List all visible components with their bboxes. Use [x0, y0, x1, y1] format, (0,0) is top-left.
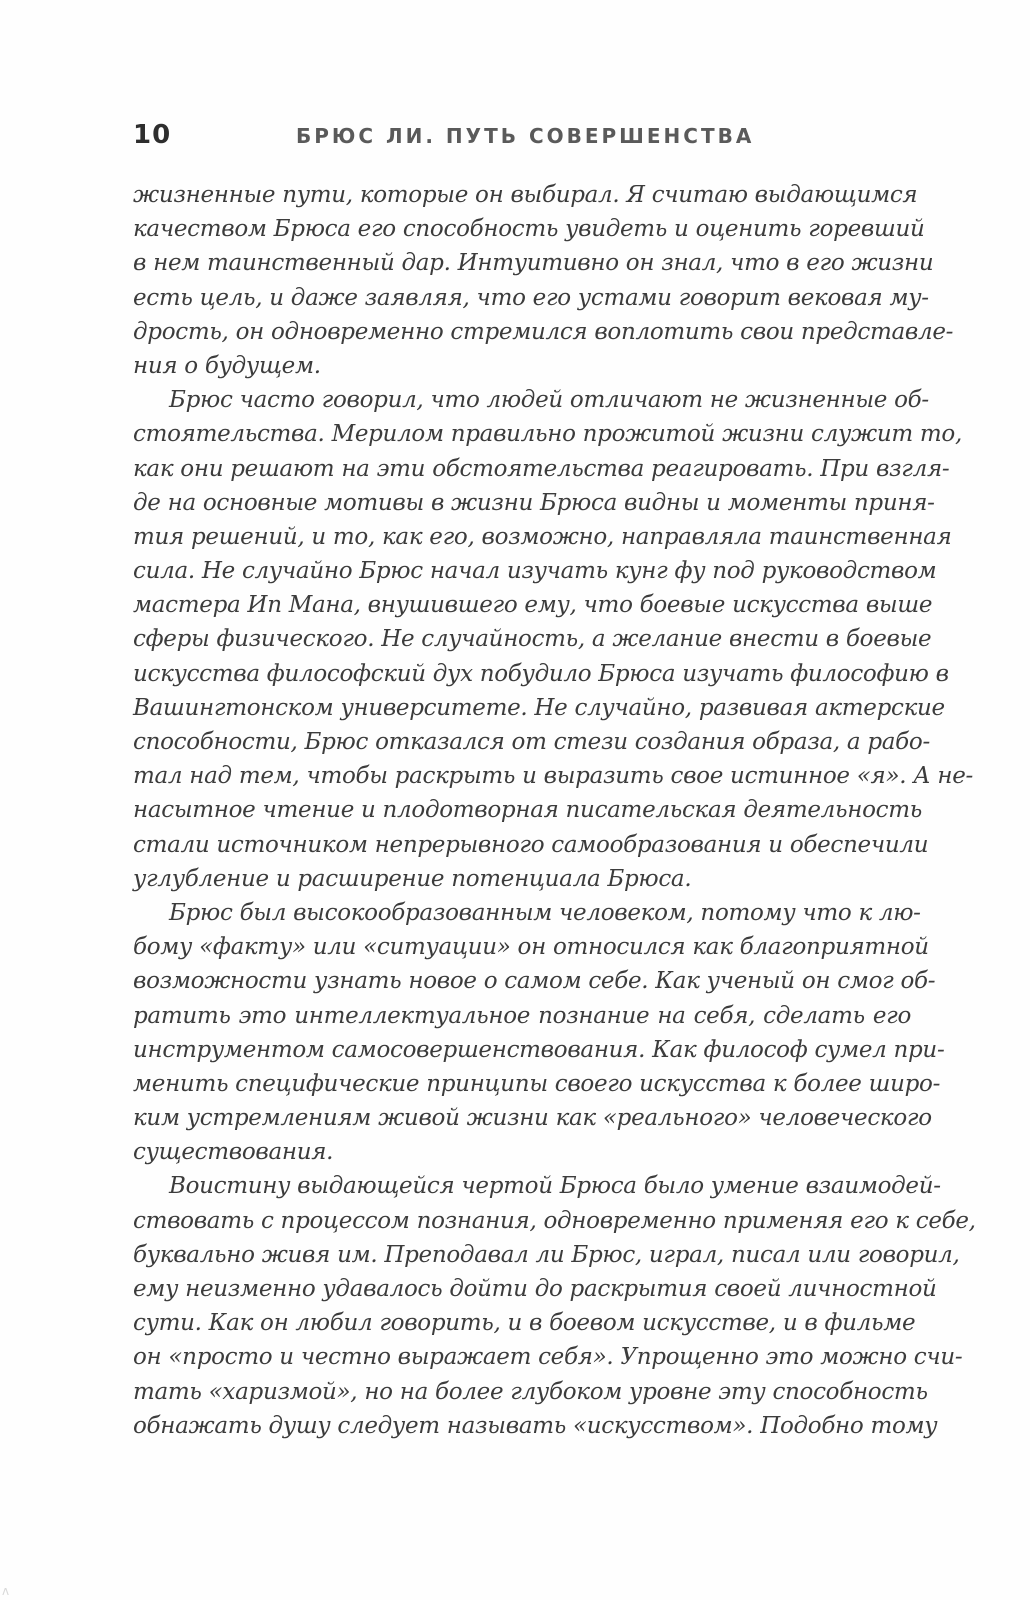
- text-line: в нем таинственный дар. Интуитивно он знал, что в его жизни: [133, 250, 934, 277]
- text-line: тать «харизмой», но на более глубоком уровне эту способность: [133, 1378, 928, 1405]
- text-line: ствовать с процессом познания, одновременно применяя его к себе,: [133, 1207, 976, 1234]
- paragraph-first-line: Брюс был высокообразованным человеком, потому что к лю-: [169, 899, 921, 926]
- text-line: искусства философский дух побудило Брюса изучать философию в: [133, 660, 949, 687]
- text-line: есть цель, и даже заявляя, что его устами говорит вековая му-: [133, 284, 929, 311]
- text-line: жизненные пути, которые он выбирал. Я считаю выдающимся: [133, 182, 918, 208]
- text-line: сути. Как он любил говорить, и в боевом искусстве, и в фильме: [133, 1310, 916, 1337]
- text-line: насытное чтение и плодотворная писательская деятельность: [133, 797, 922, 824]
- text-line: он «просто и честно выражает себя». Упрощенно это можно счи-: [133, 1344, 963, 1371]
- text-line: ния о будущем.: [133, 352, 321, 379]
- text-line: углубление и расширение потенциала Брюса.: [133, 865, 692, 892]
- text-line: мастера Ип Мана, внушившего ему, что боевые искусства выше: [133, 592, 933, 619]
- page-header: [133, 120, 913, 156]
- text-line: сферы физического. Не случайность, а желание внести в боевые: [133, 626, 932, 653]
- text-line: существования.: [133, 1139, 334, 1166]
- text-line: сила. Не случайно Брюс начал изучать кунг фу под руководством: [133, 558, 937, 585]
- paragraph-first-line: Воистину выдающейся чертой Брюса было умение взаимодей-: [169, 1173, 941, 1200]
- text-line: качеством Брюса его способность увидеть и оценить горевший: [133, 216, 925, 243]
- text-line: дрость, он одновременно стремился воплотить свои представле-: [133, 318, 954, 345]
- text-line: ему неизменно удавалось дойти до раскрытия своей личностной: [133, 1276, 937, 1302]
- page-number: 10: [133, 120, 172, 150]
- text-line: как они решают на эти обстоятельства реагировать. При взгля-: [133, 455, 950, 482]
- text-line: буквально живя им. Преподавал ли Брюс, играл, писал или говорил,: [133, 1241, 960, 1268]
- text-line: тал над тем, чтобы раскрыть и выразить свое истинное «я». А не-: [133, 763, 973, 790]
- text-line: стоятельства. Мерилом правильно прожитой жизни служит то,: [133, 421, 962, 448]
- text-line: Вашингтонском университете. Не случайно, развивая актерские: [133, 694, 945, 721]
- body-text: [133, 178, 976, 1443]
- text-line: ратить это интеллектуальное познание на себя, сделать его: [133, 1002, 911, 1029]
- text-line: ким устремлениям живой жизни как «реального» человеческого: [133, 1105, 932, 1132]
- running-title: БРЮС ЛИ. ПУТЬ СОВЕРШЕНСТВА: [296, 124, 755, 148]
- text-line: менить специфические принципы своего искусства к более широ-: [133, 1070, 941, 1097]
- text-line: стали источником непрерывного самообразования и обеспечили: [133, 831, 929, 858]
- text-line: возможности узнать новое о самом себе. Как ученый он смог об-: [133, 968, 936, 995]
- text-line: бому «факту» или «ситуации» он относился как благоприятной: [133, 934, 929, 961]
- text-line: способности, Брюс отказался от стези создания образа, а рабо-: [133, 729, 930, 755]
- text-line: тия решений, и то, как его, возможно, направляла таинственная: [133, 523, 952, 550]
- text-line: де на основные мотивы в жизни Брюса видны и моменты приня-: [133, 489, 935, 516]
- corner-mark: ʌ: [2, 1584, 10, 1598]
- paragraph-first-line: Брюс часто говорил, что людей отличают не жизненные об-: [169, 387, 929, 414]
- text-line: обнажать душу следует называть «искусством». Подобно тому: [133, 1412, 938, 1439]
- text-line: инструментом самосовершенствования. Как философ сумел при-: [133, 1036, 945, 1063]
